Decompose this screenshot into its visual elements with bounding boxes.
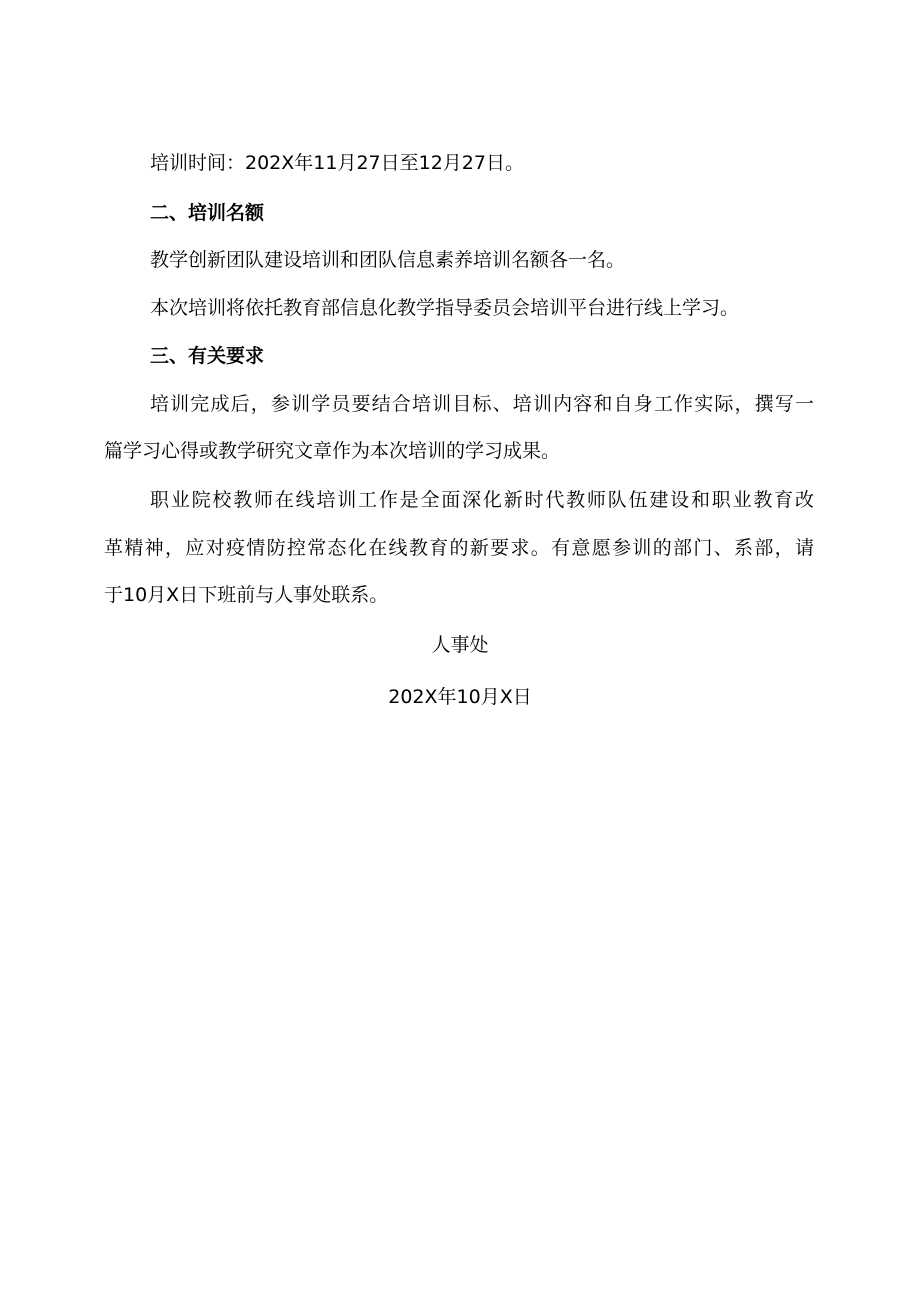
signature-date: 202X年10月X日 <box>388 686 532 708</box>
signature-department: 人事处 <box>431 634 489 656</box>
notice-paragraph-line-2: 革精神，应对疫情防控常态化在线教育的新要求。有意愿参训的部门、系部，请 <box>104 537 814 559</box>
requirements-paragraph-line-2: 篇学习心得或教学研究文章作为本次培训的学习成果。 <box>104 440 561 462</box>
section-heading-requirements: 三、有关要求 <box>150 345 265 367</box>
section-heading-quota: 二、培训名额 <box>150 202 265 224</box>
notice-paragraph-line-3: 于10月X日下班前与人事处联系。 <box>104 584 389 606</box>
platform-paragraph: 本次培训将依托教育部信息化教学指导委员会培训平台进行线上学习。 <box>150 297 740 319</box>
quota-paragraph: 教学创新团队建设培训和团队信息素养培训名额各一名。 <box>150 249 626 271</box>
requirements-paragraph-line-1: 培训完成后，参训学员要结合培训目标、培训内容和自身工作实际，撰写一 <box>150 393 814 415</box>
notice-paragraph-line-1: 职业院校教师在线培训工作是全面深化新时代教师队伍建设和职业教育改 <box>150 489 814 511</box>
training-time-text: 培训时间：202X年11月27日至12月27日。 <box>150 152 524 174</box>
